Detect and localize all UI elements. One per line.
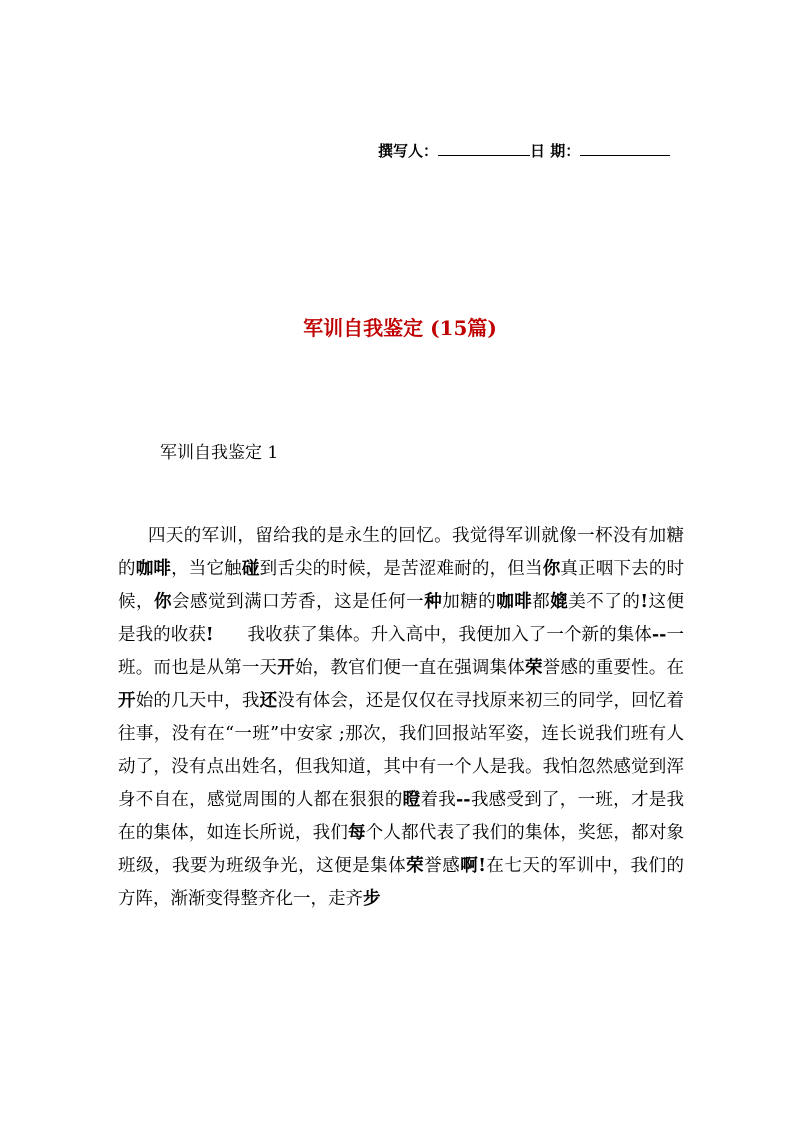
section-title: 军训自我鉴定 1 — [160, 443, 279, 463]
body-paragraph — [118, 520, 684, 916]
text-run: 都 — [532, 592, 551, 612]
text-run: 个人都代表了我们的集体，奖惩，都对象班级，我要为班级争光，这便是集体 — [118, 823, 685, 876]
text-run: 到舌尖的时候，是苦涩难耐的，但当 — [259, 559, 543, 579]
text-run-bold: 还 — [259, 691, 278, 711]
author-label: 撰写人： — [378, 142, 439, 160]
text-run: 着我 — [420, 790, 457, 810]
text-run: 始的几天中，我 — [135, 691, 260, 711]
text-run: 真正咽下去的时候， — [118, 559, 685, 612]
text-run: 誉感的重要性。在 — [542, 658, 685, 678]
text-run-bold: 咖啡 — [135, 559, 172, 579]
text-run-bold: 种 — [424, 592, 443, 612]
author-blank — [438, 139, 530, 156]
text-run-bold: -- — [651, 625, 667, 645]
text-run: 美不了的 — [568, 592, 641, 612]
text-run-bold: 咖啡 — [496, 592, 533, 612]
text-run-bold: ! — [478, 856, 486, 876]
text-run-bold: 开 — [118, 691, 136, 711]
text-run: 我感受到了，一班，才是我在的集体，如连长所说，我们 — [118, 790, 685, 843]
text-run-bold: 你 — [154, 592, 173, 612]
text-run: 加糖的 — [442, 592, 497, 612]
text-run-bold: 你 — [542, 559, 561, 579]
document-title: 军训自我鉴定 (15篇) — [303, 316, 497, 340]
text-run: 这便是我的收获 — [118, 592, 685, 645]
author-date-line — [378, 139, 688, 163]
date-blank — [580, 139, 670, 156]
text-run-bold: 媲 — [550, 592, 569, 612]
text-run-bold: 瞪 — [402, 790, 421, 810]
text-run-bold: 开 — [277, 658, 295, 678]
date-label: 日 期： — [530, 142, 581, 160]
text-run: 四天的军训，留给我的是永生的回忆。我觉得军训就像一杯没有加糖的 — [118, 526, 684, 579]
text-run: 没有体会，还是仅仅在寻找原来初三的同学，回忆着往事，没有在“一班”中安家 ;那次，我们回报站军姿，连长说我们班有人动了，没有点出姓名，但我知道，其中有一个人是我。我怕忽然感觉到浑身不自在，感觉周围的人都在狠狠的 — [118, 691, 685, 810]
text-run: 在七天的军训中，我们的方阵，渐渐变得整齐化一，走齐 — [118, 856, 685, 909]
text-run-bold: 碰 — [241, 559, 260, 579]
text-run: 誉感 — [424, 856, 461, 876]
text-run-bold: 荣 — [406, 856, 425, 876]
text-run: 一班。而也是从第一天 — [118, 625, 685, 678]
text-run-bold: 荣 — [524, 658, 543, 678]
text-run-bold: ! — [205, 625, 214, 645]
text-run-bold: 每 — [348, 823, 366, 843]
text-run-bold: ! — [640, 592, 649, 612]
text-run: 我收获了集体。升入高中，我便加入了一个新的集体 — [213, 625, 652, 645]
text-run-bold: -- — [456, 790, 471, 810]
text-run-bold: 啊 — [460, 856, 479, 876]
text-run-bold: 步 — [363, 889, 381, 909]
text-run: 会感觉到满口芳香，这是任何一 — [172, 592, 425, 612]
text-run: 始，教官们便一直在强调集体 — [294, 658, 525, 678]
text-run: ，当它触 — [171, 559, 242, 579]
